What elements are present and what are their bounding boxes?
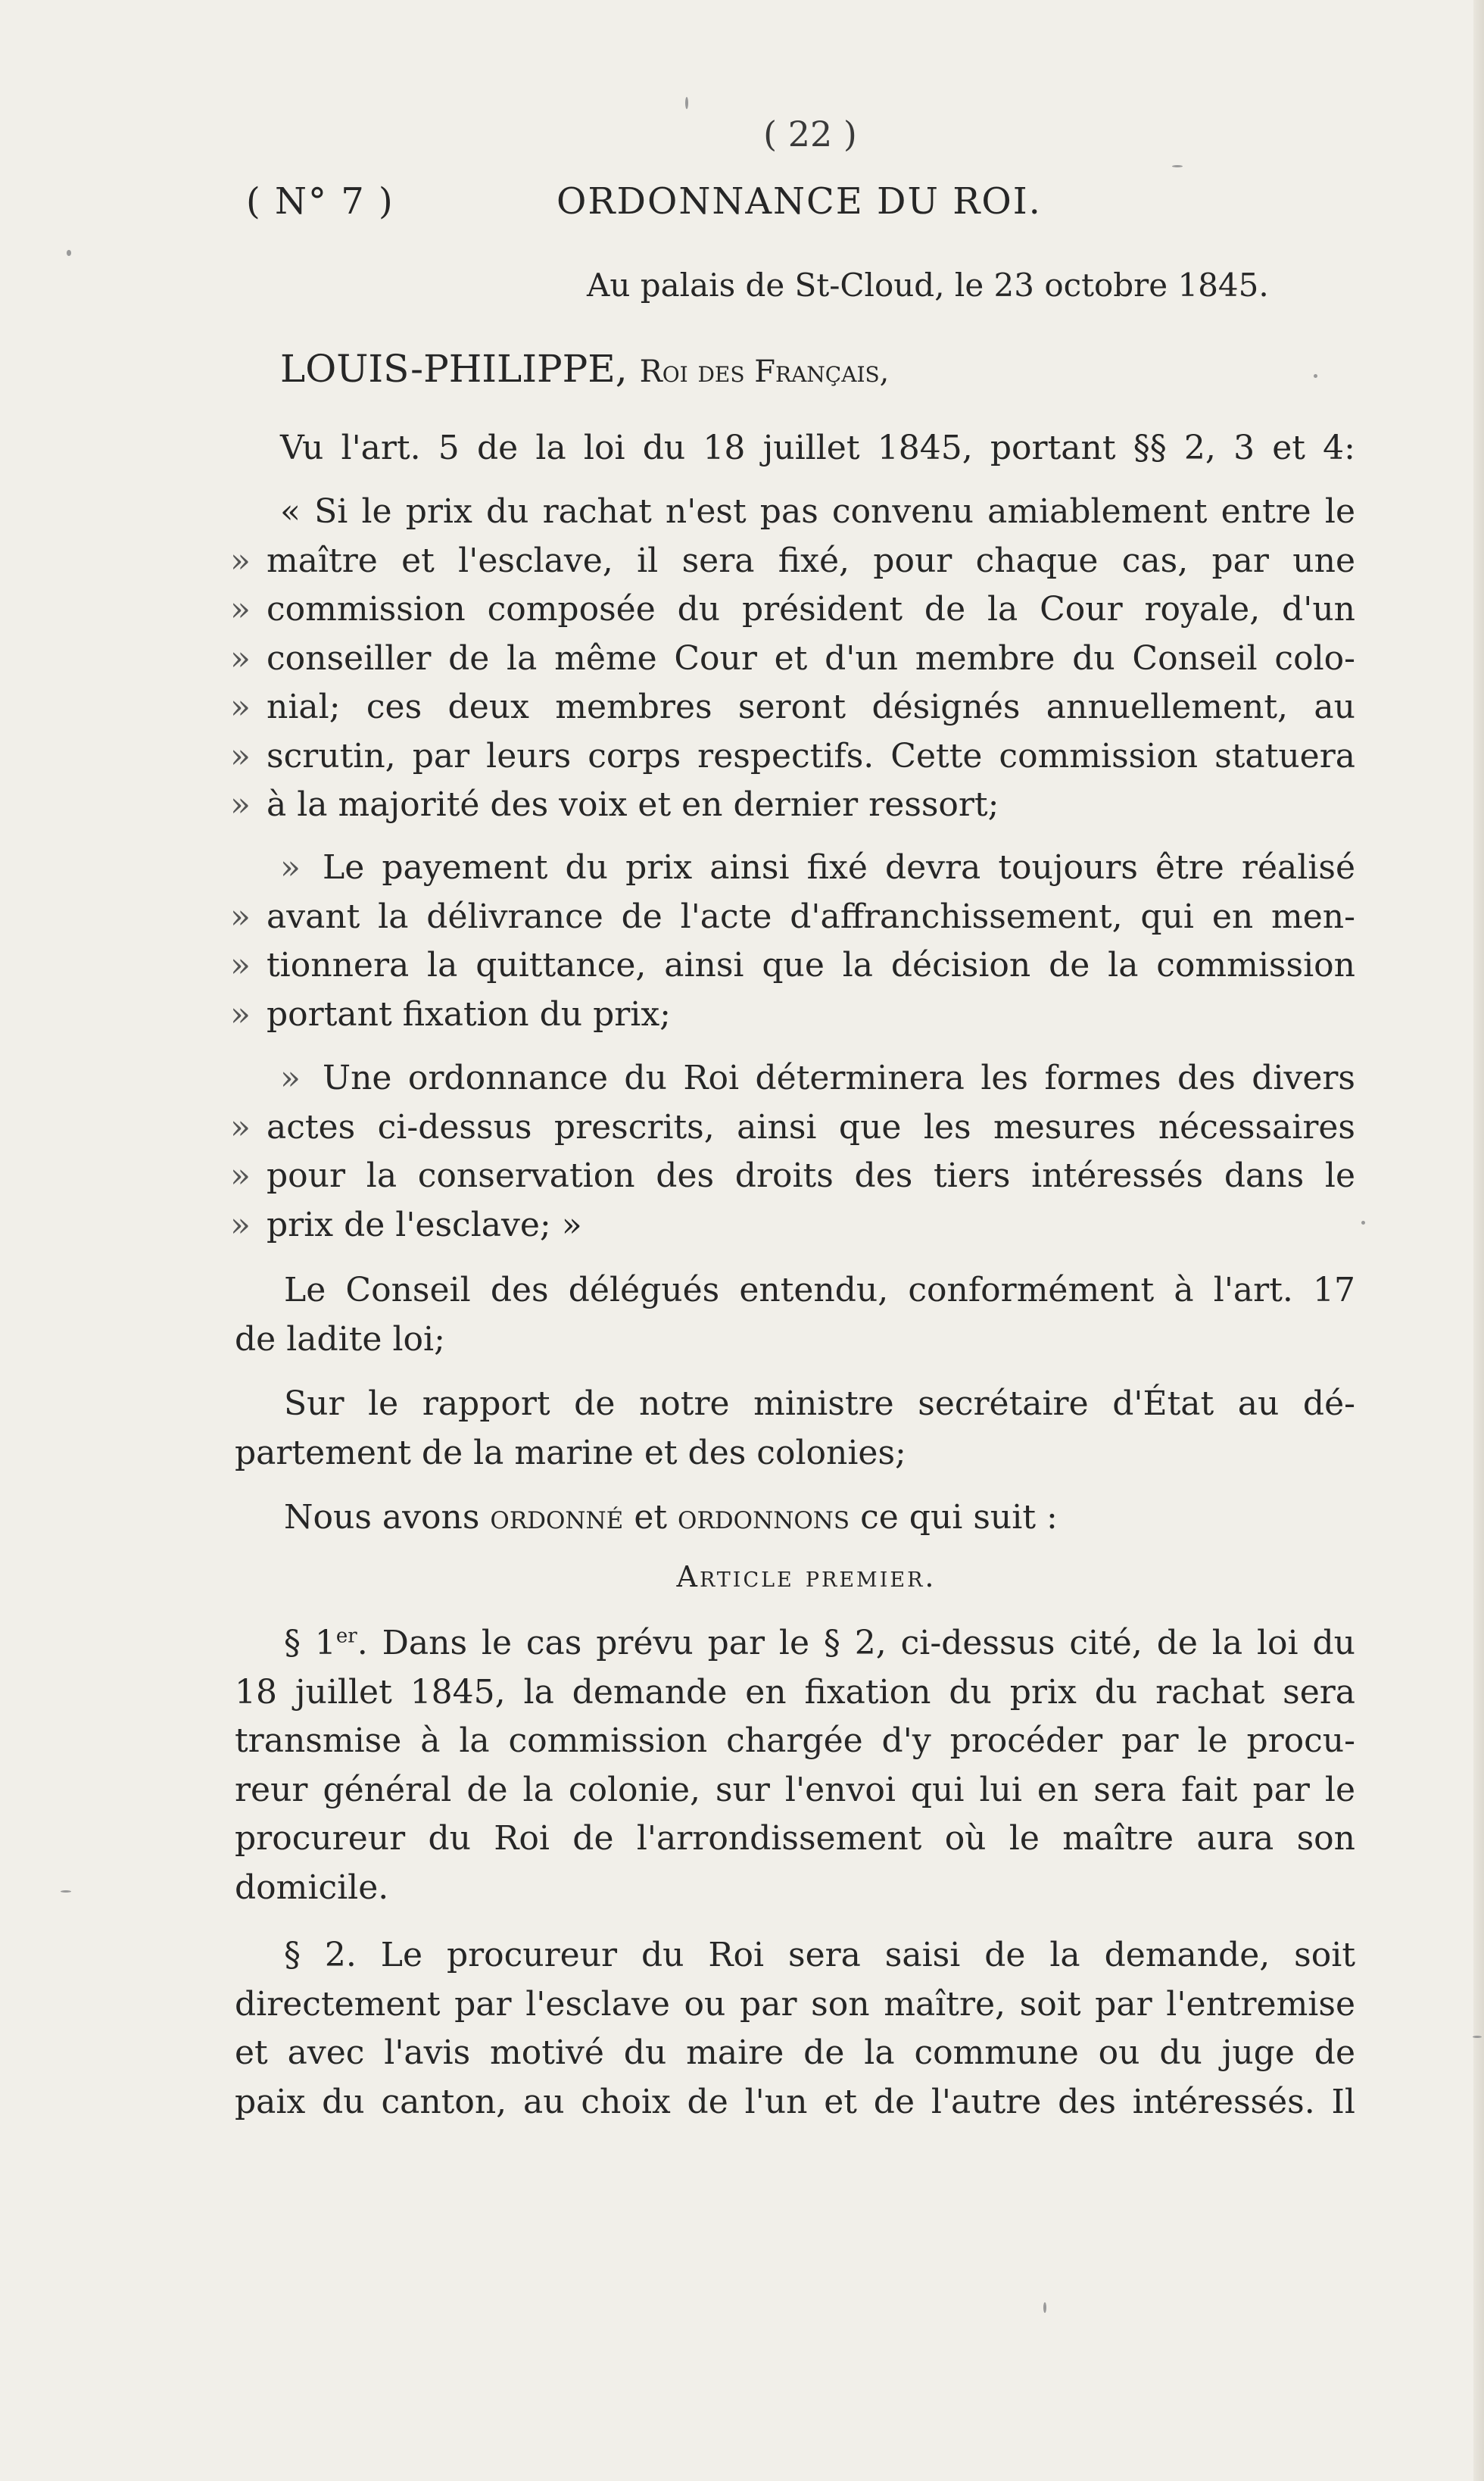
quote-mark: »	[230, 897, 251, 936]
text-line: paix du canton, au choix de l'un et de l'autre des intéressés. Il	[235, 2082, 1355, 2121]
quote-mark: »	[230, 1205, 251, 1244]
quote-mark: »	[230, 541, 251, 580]
text-line: Nous avons ordonné et ordonnons ce qui suit :	[284, 1498, 1058, 1537]
text-line: » scrutin, par leurs corps respectifs. Cette commission statuera	[273, 732, 1355, 782]
text-line: § 2. Le procureur du Roi sera saisi de la demande, soit	[284, 1936, 1355, 1974]
text-line: reur général de la colonie, sur l'envoi qui lui en sera fait par le	[235, 1770, 1355, 1809]
text-line: Sur le rapport de notre ministre secrétaire d'État au dé-	[284, 1384, 1355, 1423]
text-line: » portant fixation du prix;	[273, 991, 1355, 1040]
text-line: » pour la conservation des droits des tiers intéressés dans le	[273, 1152, 1355, 1201]
quote-mark: »	[230, 590, 251, 629]
paragraph-rapport	[235, 1380, 1355, 1478]
text-line: Vu l'art. 5 de la loi du 18 juillet 1845, portant §§ 2, 3 et 4:	[280, 429, 1355, 467]
text-line: « Si le prix du rachat n'est pas convenu amiablement entre le	[280, 492, 1355, 531]
page-number: ( 22 )	[763, 114, 857, 154]
ordinance-number: ( N° 7 )	[246, 180, 394, 223]
text-line: » maître et l'esclave, il sera fixé, pour chaque cas, par une	[273, 537, 1355, 586]
text-line: » conseiller de la même Cour et d'un membre du Conseil colo-	[273, 635, 1355, 684]
text-line: » actes ci-dessus prescrits, ainsi que les mesures nécessaires	[273, 1103, 1355, 1153]
paragraph-conseil	[235, 1266, 1355, 1364]
text-line: » avant la délivrance de l'acte d'affranchissement, qui en men-	[273, 893, 1355, 942]
text-line: directement par l'esclave ou par son maître, soit par l'entremise	[235, 1984, 1355, 2024]
section-2	[235, 1931, 1355, 2127]
quote-paragraph-3	[230, 1054, 1355, 1250]
king-line	[280, 347, 889, 391]
king-name: LOUIS-PHILIPPE,	[280, 347, 628, 391]
text-line: domicile.	[235, 1868, 389, 1907]
article-title: Article premier.	[676, 1560, 937, 1593]
text-line: procureur du Roi de l'arrondissement où le maître aura son	[235, 1819, 1355, 1858]
quote-mark: »	[280, 1059, 301, 1097]
dateline: Au palais de St-Cloud, le 23 octobre 1845.	[587, 267, 1269, 304]
paper-speck	[67, 250, 71, 256]
quote-paragraph-2	[230, 844, 1355, 1039]
text-line: » prix de l'esclave; »	[273, 1201, 1355, 1250]
paper-speck	[685, 97, 688, 109]
paragraph-vu	[280, 424, 1355, 473]
quote-mark: »	[230, 785, 251, 824]
quote-mark: »	[230, 688, 251, 726]
text-line: § 1er. Dans le cas prévu par le § 2, ci-dessus cité, de la loi du	[284, 1624, 1356, 1662]
text-line: » à la majorité des voix et en dernier ressort;	[273, 781, 1355, 830]
paper-speck	[1473, 2036, 1482, 2038]
document-title: ORDONNANCE DU ROI.	[556, 180, 1042, 223]
quote-mark: »	[230, 1107, 251, 1147]
quote-paragraph-1	[230, 488, 1355, 830]
quote-mark: »	[230, 1156, 251, 1195]
paper-speck	[61, 1890, 71, 1893]
text-line: transmise à la commission chargée d'y procéder par le procu-	[235, 1721, 1355, 1760]
paper-speck	[1361, 1221, 1365, 1225]
quote-mark: »	[230, 736, 251, 776]
text-line: 18 juillet 1845, la demande en fixation du prix du rachat sera	[235, 1672, 1355, 1712]
quote-mark: »	[230, 638, 251, 678]
quote-mark: »	[280, 848, 301, 887]
paragraph-nous	[284, 1493, 1268, 1543]
text-line: et avec l'avis motivé du maire de la commune ou du juge de	[235, 2033, 1355, 2072]
section-1	[235, 1619, 1355, 1912]
text-line: » Le payement du prix ainsi fixé devra toujours être réalisé	[280, 844, 1355, 893]
paper-speck	[1172, 165, 1183, 167]
text-line: » tionnera la quittance, ainsi que la décision de la commission	[273, 941, 1355, 991]
page-edge	[1473, 0, 1484, 2481]
text-line: » Une ordonnance du Roi déterminera les formes des divers	[280, 1054, 1355, 1103]
text-line: de ladite loi;	[235, 1319, 445, 1359]
paper-speck	[1043, 2302, 1046, 2313]
text-line: » nial; ces deux membres seront désignés annuellement, au	[273, 683, 1355, 732]
text-line: Le Conseil des délégués entendu, conformément à l'art. 17	[284, 1271, 1355, 1309]
text-line: » commission composée du président de la Cour royale, d'un	[273, 585, 1355, 635]
paper-speck	[1314, 374, 1317, 378]
text-line: partement de la marine et des colonies;	[235, 1433, 906, 1472]
quote-mark: »	[230, 946, 251, 985]
king-title: Roi des Français,	[639, 354, 890, 389]
quote-mark: »	[230, 994, 251, 1034]
